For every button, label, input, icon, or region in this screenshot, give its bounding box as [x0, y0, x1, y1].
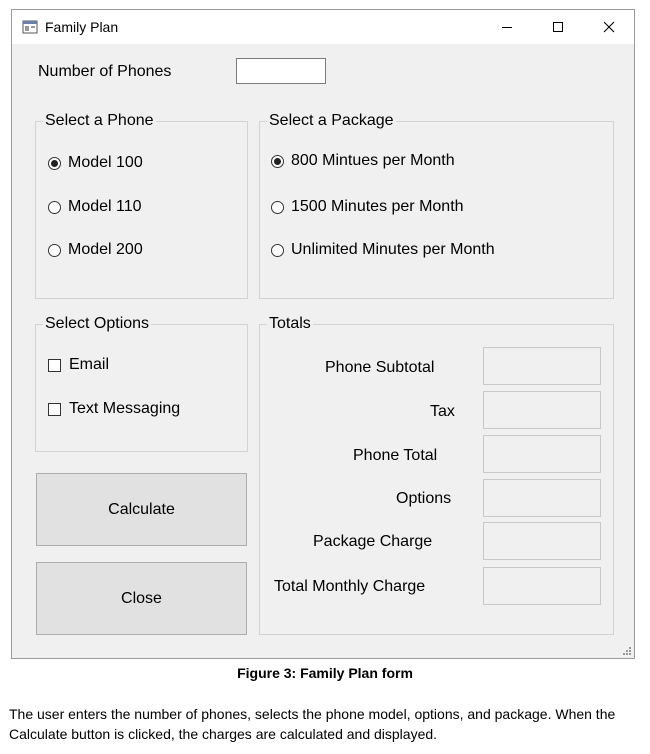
totals-groupbox [259, 315, 614, 635]
select-phone-groupbox [35, 112, 248, 299]
phone-subtotal-label: Phone Subtotal [325, 359, 435, 376]
radio-label: Model 100 [68, 154, 143, 171]
checkbox[interactable] [48, 359, 61, 372]
title-bar [12, 10, 634, 44]
phone-total-label: Phone Total [353, 447, 438, 464]
total-monthly-charge-label: Total Monthly Charge [274, 578, 426, 595]
options-output [483, 479, 601, 517]
select-phone-title: Select a Phone [45, 112, 154, 129]
radio-button[interactable] [48, 157, 61, 170]
radio-button[interactable] [48, 244, 61, 257]
radio-model-100[interactable] [48, 153, 143, 173]
radio-button[interactable] [48, 201, 61, 214]
total-monthly-charge-output [483, 567, 601, 605]
checkbox[interactable] [48, 403, 61, 416]
phone-total-output [483, 435, 601, 473]
tax-label: Tax [430, 403, 455, 420]
package-charge-label: Package Charge [313, 533, 433, 550]
radio-model-200[interactable] [48, 240, 143, 260]
radio-button[interactable] [271, 201, 284, 214]
package-charge-output [483, 522, 601, 560]
checkbox-text-messaging[interactable] [48, 399, 180, 419]
close-icon [603, 21, 615, 33]
maximize-button[interactable] [535, 10, 581, 44]
calculate-button[interactable]: Calculate [36, 473, 247, 546]
checkbox-email[interactable] [48, 355, 109, 375]
maximize-icon [552, 21, 564, 33]
select-package-groupbox [259, 112, 614, 299]
checkbox-label: Text Messaging [69, 400, 181, 417]
select-options-groupbox [35, 315, 248, 452]
radio-model-110[interactable] [48, 197, 142, 217]
phone-subtotal-output [483, 347, 601, 385]
radio-unlimited-minutes[interactable] [271, 240, 495, 260]
select-options-title: Select Options [45, 315, 150, 332]
close-button[interactable]: Close [36, 562, 247, 635]
tax-output [483, 391, 601, 429]
radio-800-minutes[interactable] [271, 151, 455, 171]
close-window-button[interactable] [586, 10, 632, 44]
checkbox-label: Email [69, 356, 110, 373]
minimize-icon [501, 21, 513, 33]
window-title: Family Plan [45, 19, 119, 35]
family-plan-window [11, 9, 635, 659]
radio-1500-minutes[interactable] [271, 197, 464, 217]
number-of-phones-input[interactable] [236, 58, 326, 84]
app-form-icon [22, 19, 38, 35]
figure-caption: Figure 3: Family Plan form [237, 665, 413, 681]
totals-title: Totals [269, 315, 311, 332]
options-label: Options [396, 490, 452, 507]
radio-label: Model 200 [68, 241, 143, 258]
radio-label: 1500 Minutes per Month [291, 198, 464, 215]
minimize-button[interactable] [484, 10, 530, 44]
description-paragraph: The user enters the number of phones, selects the phone model, options, and package. When the Calculate button is clicked, the charges are calculated and displayed. [9, 706, 616, 742]
radio-label: 800 Mintues per Month [291, 152, 455, 169]
radio-label: Model 110 [68, 198, 142, 215]
select-package-title: Select a Package [269, 112, 394, 129]
number-of-phones-label: Number of Phones [38, 63, 172, 80]
radio-button[interactable] [271, 244, 284, 257]
radio-button[interactable] [271, 155, 284, 168]
radio-label: Unlimited Minutes per Month [291, 241, 495, 258]
resize-grip-icon[interactable] [622, 646, 632, 656]
